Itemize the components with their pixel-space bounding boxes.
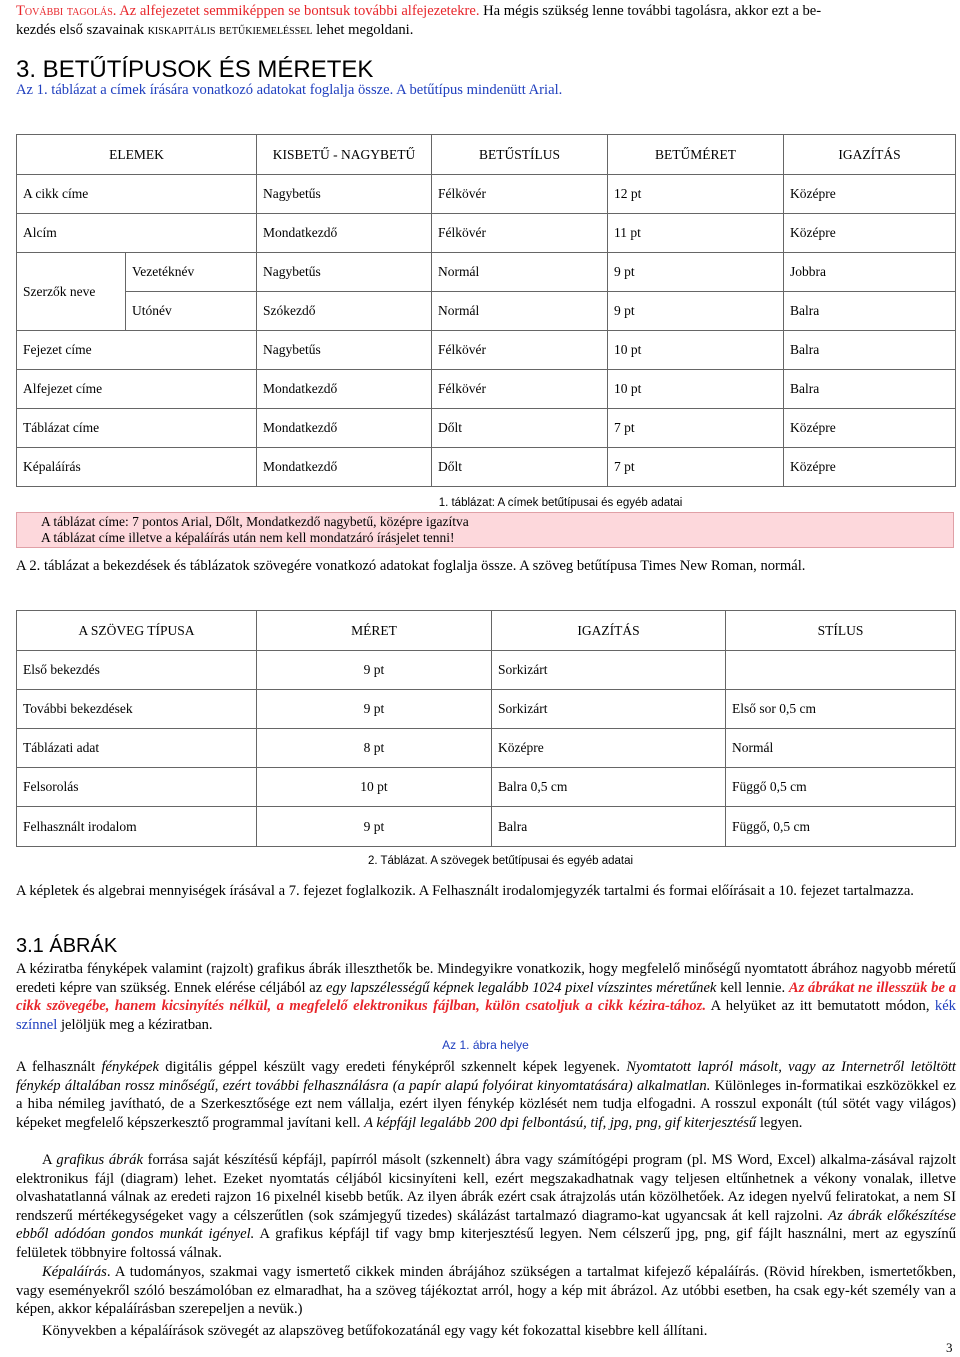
- table-1-header: BETŰMÉRET: [608, 135, 784, 175]
- table-cell: További bekezdések: [17, 690, 257, 729]
- table-cell: Félkövér: [432, 214, 608, 253]
- table-cell: Utónév: [126, 292, 257, 331]
- table-cell: Mondatkezdő: [257, 214, 432, 253]
- table-row: [17, 729, 956, 768]
- table-cell: 10 pt: [608, 331, 784, 370]
- figures-paragraph-5: Könyvekben a képaláírások szövegét az alapszöveg betűfokozatánál egy vagy két fokozattal kisebbre kell állítani.: [42, 1323, 708, 1339]
- table-cell: Dőlt: [432, 448, 608, 487]
- table-row: [17, 175, 956, 214]
- table-row: [17, 807, 956, 847]
- table-1-header: IGAZÍTÁS: [784, 135, 956, 175]
- text-span: Az ábrák előkészítése ebből adódóan gondos munkát igényel.: [16, 1207, 956, 1243]
- text-span: Nyomtatott lapról másolt, vagy az Internetről letöltött fénykép általában rossz minőségű, ezért további felhasználásra (a papír alapú folyóirat kinyomtatására) alkalmatlan.: [16, 1059, 956, 1094]
- table-cell: Balra: [492, 807, 726, 847]
- table-cell: Balra 0,5 cm: [492, 768, 726, 807]
- table-cell: Mondatkezdő: [257, 409, 432, 448]
- figure-1-placeholder: Az 1. ábra helye: [442, 1038, 529, 1052]
- table-cell: 11 pt: [608, 214, 784, 253]
- table-cell: Félkövér: [432, 370, 608, 409]
- table-2: [16, 610, 956, 847]
- table-cell: Középre: [492, 729, 726, 768]
- figures-paragraph-1: [16, 960, 956, 1034]
- table-cell: 10 pt: [608, 370, 784, 409]
- table-cell: A cikk címe: [17, 175, 257, 214]
- table-cell: Képaláírás: [17, 448, 257, 487]
- intro-text: [16, 2, 956, 39]
- text-span: A helyüket az itt bemutatott módon,: [706, 998, 935, 1015]
- table-cell: Félkövér: [432, 175, 608, 214]
- text-span: jelöljük meg a kéziratban.: [57, 1016, 213, 1033]
- authors-label-cell: Szerzők neve: [17, 253, 126, 331]
- text-span: Képaláírás: [42, 1264, 107, 1280]
- table-cell: Nagybetűs: [257, 253, 432, 292]
- text-span: legyen.: [756, 1114, 803, 1131]
- text-span: . A tudományos, szakmai vagy ismertető cikkek minden ábrájához szükségen a tartalmat kifejező képaláírás. (Rövid hírekben, ismertetőkben, vagy eseményekről szóló beszámolóban ez elmaradhat, ha a szöveg tájékoztat arról, hogy a kép mit ábrázol. Az utóbbi esetben, ha csak egy-két személy van a képen, akkor képaláírásban szerepeljen a nevük.): [16, 1264, 956, 1318]
- text-span: A: [42, 1152, 57, 1168]
- table-2-caption: 2. Táblázat. A szövegek betűtípusai és egyéb adatai: [367, 855, 634, 867]
- table-cell: Középre: [784, 448, 956, 487]
- table-1-header: KISBETŰ - NAGYBETŰ: [257, 135, 432, 175]
- intro-black: Ha mégis szükség lenne további tagolásra, akkor ezt a be-: [479, 3, 822, 19]
- table-cell: Balra: [784, 331, 956, 370]
- table-cell: 9 pt: [257, 690, 492, 729]
- table-cell: Balra: [784, 292, 956, 331]
- table-row: [17, 331, 956, 370]
- table-1-header: ELEMEK: [17, 135, 257, 175]
- table-cell: Mondatkezdő: [257, 448, 432, 487]
- text-span: A képfájl legalább 200 dpi felbontású, tif, jpg, png, gif kiterjesztésű: [364, 1114, 757, 1131]
- table-cell: Balra: [784, 370, 956, 409]
- table-cell: Alfejezet címe: [17, 370, 257, 409]
- text-span: A kéziratba fényképek valamint (rajzolt) grafikus ábrák illeszthetők be. Mindegyikre vonatkozik, hogy megfelelő minőségű nyomtatott ábrához nagyobb méretű eredeti képre van szükség. Ennek elérése céljából az: [16, 961, 956, 996]
- table-note-box: [16, 512, 954, 548]
- table-row: [17, 690, 956, 729]
- table-1: [16, 134, 956, 487]
- table-row: [17, 409, 956, 448]
- table-row: [17, 253, 956, 292]
- table-2-header-row: [17, 611, 956, 651]
- table-cell: Függő 0,5 cm: [726, 768, 956, 807]
- table-row: [17, 292, 956, 331]
- text-span: egy lapszélességű képnek legalább 1024 pixel vízszintes méretűnek: [325, 979, 717, 996]
- table-row: [17, 448, 956, 487]
- red-emphasis: Az ábrákat ne illesszük be a cikk szövegébe, hanem kicsinyítés nélkül, a megfelelő elektronikus fájlban, külön csatoljuk a cikk kézira-tához.: [16, 979, 956, 1015]
- intro-red-start: További tagolás: [16, 3, 113, 19]
- table-cell: Sorkizárt: [492, 690, 726, 729]
- intro-red-rest: . Az alfejezetet semmiképpen se bontsuk további alfejezetekre.: [112, 3, 480, 19]
- note-line-1: A táblázat címe: 7 pontos Arial, Dőlt, Mondatkezdő nagybetű, középre igazítva: [41, 514, 469, 529]
- table-cell: Félkövér: [432, 331, 608, 370]
- intro-smallcaps: kiskapitális betűkiemeléssel: [147, 21, 313, 38]
- table-row: [17, 651, 956, 690]
- text-span: A grafikus képfájl tif vagy bmp kiterjesztésű legyen. Nem célszerű jpg, png, gif fájlt használni, mert az egyszínű felületek többnyire foltossá válnak.: [16, 1226, 956, 1261]
- blue-text: kék színnel: [16, 998, 956, 1033]
- table-cell: 7 pt: [608, 448, 784, 487]
- text-span: kell lennie.: [716, 979, 789, 996]
- note-line-2: A táblázat címe illetve a képaláírás után nem kell mondatzáró írásjelet tenni!: [41, 530, 455, 545]
- table-cell: Középre: [784, 214, 956, 253]
- table-cell: Felhasznált irodalom: [17, 807, 257, 847]
- table-cell: Dőlt: [432, 409, 608, 448]
- table-cell: [726, 651, 956, 690]
- intro-line-1: [16, 2, 956, 21]
- text-span: Különleges in-formatikai eszközökkel ez a hiba némileg javítható, de a Szerkesztősége ezt nem vállalja, ezért ilyen fénykép közlését nem tudja elfogadni. A rosszul exponált (túl sötét vagy világos) képeket megfelelő képszerkesztő programmal javítani kell.: [16, 1077, 956, 1131]
- table-cell: Sorkizárt: [492, 651, 726, 690]
- table-cell: Mondatkezdő: [257, 370, 432, 409]
- page-number: 3: [946, 1340, 953, 1355]
- table-1-caption: 1. táblázat: A címek betűtípusai és egyéb adatai: [438, 497, 683, 509]
- table-cell: Első sor 0,5 cm: [726, 690, 956, 729]
- table-cell: Táblázat címe: [17, 409, 257, 448]
- table-cell: Jobbra: [784, 253, 956, 292]
- section-3-intro: Az 1. táblázat a címek írására vonatkozó adatokat foglalja össze. A betűtípus mindenütt Arial.: [16, 82, 563, 98]
- table-cell: Felsorolás: [17, 768, 257, 807]
- table-cell: 9 pt: [257, 651, 492, 690]
- table-cell: Első bekezdés: [17, 651, 257, 690]
- table-2-header: STÍLUS: [726, 611, 956, 651]
- figures-paragraph-3: [16, 1151, 956, 1263]
- table-cell: Vezetéknév: [126, 253, 257, 292]
- table-cell: Szókezdő: [257, 292, 432, 331]
- table-cell: 8 pt: [257, 729, 492, 768]
- table-cell: Normál: [432, 292, 608, 331]
- table-row: [17, 768, 956, 807]
- table-cell: 12 pt: [608, 175, 784, 214]
- text-span: fényképek: [101, 1059, 159, 1075]
- table-cell: 9 pt: [608, 253, 784, 292]
- table-cell: Fejezet címe: [17, 331, 257, 370]
- figures-paragraph-4: [16, 1263, 956, 1319]
- text-span: forrása saját készítésű képfájl, papírról másolt (szkennelt) ábra vagy számítógépi program (pl. MS Word, Excel) alkalma-zásával rajzolt elektronikus fájl (diagram) lehet. Ezeket nyomtatás céljából kicsinyíteni kell, ezért megszakadhatnak vagy teljesen eltűnhetnek a vékony vonalak, illetve olvashatatlanná válnak az eredeti rajzon 16 pixelnél kisebb betűk. Az ilyen ábrák ezért csak átrajzolás után közölhetőek. Az idegen nyelvű feliratokat, a nem SI rendszerű mértékegységeket vagy a célszerűtlen (sok számjegyű tizedes) skálázást tartalmazó diagramo-kat ugyancsak át kell rajzolni.: [16, 1152, 956, 1224]
- table-cell: 9 pt: [608, 292, 784, 331]
- table-row: [17, 370, 956, 409]
- table-cell: Normál: [432, 253, 608, 292]
- table-cell: 10 pt: [257, 768, 492, 807]
- figures-paragraph-2: [16, 1058, 956, 1132]
- text-span: digitális géppel készült vagy eredeti fényképről szkennelt képek legyenek.: [158, 1059, 627, 1075]
- table-cell: 9 pt: [257, 807, 492, 847]
- table-1-header: BETŰSTÍLUS: [432, 135, 608, 175]
- formulas-paragraph: A képletek és algebrai mennyiségek írásával a 7. fejezet foglalkozik. A Felhasznált irodalomjegyzék tartalmi és formai előírásait a 10. fejezet tartalmazza.: [16, 883, 914, 899]
- table-row: [17, 214, 956, 253]
- table-2-intro: A 2. táblázat a bekezdések és táblázatok szövegére vonatkozó adatokat foglalja össze. A szöveg betűtípusa Times New Roman, normál.: [16, 558, 806, 574]
- table-2-header: A SZÖVEG TÍPUSA: [17, 611, 257, 651]
- section-3-1-heading: 3.1 ÁBRÁK: [16, 935, 118, 957]
- text-span: grafikus ábrák: [56, 1152, 143, 1168]
- intro-line2-b: lehet megoldani.: [312, 21, 414, 38]
- table-cell: Nagybetűs: [257, 175, 432, 214]
- table-cell: Középre: [784, 175, 956, 214]
- table-cell: Függő, 0,5 cm: [726, 807, 956, 847]
- table-2-header: IGAZÍTÁS: [492, 611, 726, 651]
- table-cell: 7 pt: [608, 409, 784, 448]
- table-cell: Középre: [784, 409, 956, 448]
- intro-line2-a: kezdés első szavainak: [16, 21, 148, 38]
- intro-line-2: [16, 21, 956, 40]
- text-span: A felhasznált: [16, 1059, 102, 1075]
- table-cell: Nagybetűs: [257, 331, 432, 370]
- table-cell: Táblázati adat: [17, 729, 257, 768]
- section-3-heading: 3. BETŰTÍPUSOK ÉS MÉRETEK: [16, 56, 374, 83]
- table-2-header: MÉRET: [257, 611, 492, 651]
- table-1-header-row: [17, 135, 956, 175]
- table-cell: Normál: [726, 729, 956, 768]
- table-cell: Alcím: [17, 214, 257, 253]
